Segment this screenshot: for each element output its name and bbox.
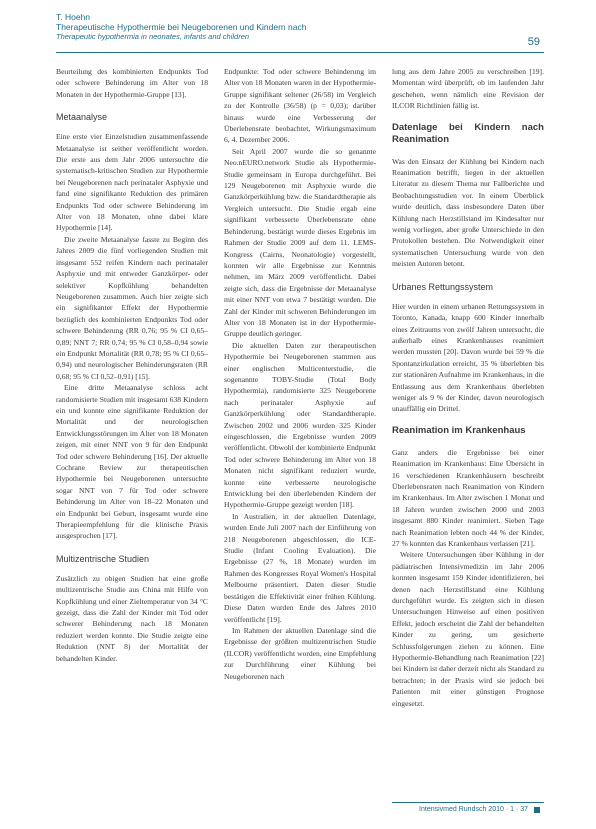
paragraph: Hier wurden in einem urbanen Rettungssystem in Toronto, Kanada, knapp 600 Kinder innerhalb eines Zeitraums von zwölf Jahren untersucht, die außerhalb eines Krankenhauses reanimiert werden mussten [20]. Davon wurde bei 59 % die Spontanzirkulation erreicht, 35 % überlebten bis zur stationären Aufnahme im Krankenhaus, in die Entlassung aus dem Krankenhaus überlebten weniger als 9 % der Kinder, davon neurologisch unauffällig ein Drittel.: [392, 301, 544, 414]
paragraph: lung aus dem Jahre 2005 zu verschreiben [19]. Momentan wird überprüft, ob im laufenden Jahr geschehen, wenn nämlich eine Revision der ILCOR Richtlinien fällig ist.: [392, 67, 544, 111]
running-header: [56, 12, 544, 42]
text-column-1: [56, 66, 208, 792]
paragraph: Seit April 2007 wurde die so genannte Neo.nEURO.network Studie als Hypothermie-Studie gemeinsam in Europa durchgeführt. Bei 129 Neugeborenen mit Asphyxie wurde die Ganzkörperkühlung bzw. die Standardtherapie als Vergleich untersucht. Die Studie ergab eine signifikant verbesserte Überlebensrate ohne Behinderung, bestätigt wurde dieses Ergebnis im Rahmen der Studie 2009 auf dem 11. LEMS-Kongress (Cairns, Neonatologie) vorgestellt, konnten wir alle Ergebnisse zur Kenntnis nehmen, im März 2009 veröffentlicht. Dabei zeigte sich, dass die Ergebnisse der Metaanalyse mit einer NNT von etwa 7 bestätigt wurden. Die Zahl der Kinder mit schweren Behinderungen im Alter von 18 Monaten ist in der Hypothermie-Gruppe deutlich geringer.: [224, 146, 376, 339]
paragraph: Endpunkte: Tod oder schwere Behinderung im Alter von 18 Monaten waren in der Hypothermie-Gruppe signifikant seltener (26/58) im Vergleich zu der Kontrolle (36/58) (p = 0,03); darüber hinaus wurde eine Verbesserung der Überlebensrate beobachtet, Wirkungsmaximum 6, 4. Dezember 2006.: [224, 67, 376, 145]
paragraph: Eine dritte Metaanalyse schloss acht randomisierte Studien mit insgesamt 638 Kindern ein und konnte eine signifikante Reduktion der Mortalität und der neurologischen Entwicklungsstörungen im Alter von 18 Monaten zeigen, mit einer NNT von 9 für den Endpunkt Tod oder schwere Behinderung [16]. Der aktuelle Cochrane Review zur therapeutischen Hypothermie bei Neugeborenen untersuchte sogar NNT von 7 für Tod oder schwere Behinderung im Alter von 18–22 Monaten und ein Endpunkt bei Geburt, insgesamt wurde eine Therapieempfehlung für die klinische Praxis ausgesprochen [17].: [56, 383, 208, 541]
header-title: Therapeutische Hypothermie bei Neugeborenen und Kindern nach: [56, 22, 307, 32]
section-heading: Datenlage bei Kindern nach Reanimation: [392, 121, 544, 145]
paragraph: Was den Einsatz der Kühlung bei Kindern nach Reanimation betrifft, liegen in der aktuellen Literatur zu diesem Thema nur Fallberichte und Beobachtungsstudien vor. In einem Überblick wurde deutlich, dass insbesondere Daten über Kühlung nach Herzstillstand im Kindesalter nur wenig vorliegen, aber große Unterschiede in den Protokollen bestehen. Die Notwendigkeit einer systematischen Untersuchung wurde von den meisten Autoren betont.: [392, 156, 544, 269]
paragraph: Zusätzlich zu obigen Studien hat eine große multizentrische Studie aus China mit Hilfe von Kopfkühlung und einer Zieltemperatur von 34 °C gezeigt, dass die Zahl der Kinder mit Tod oder schwerer Behinderung nach 18 Monaten reduziert werden konnte. Die Studie zeigte eine Reduktion (NNT 8) der Mortalität der behandelten Kinder.: [56, 573, 208, 663]
header-rule: [56, 52, 544, 53]
paragraph: Beurteilung des kombinierten Endpunkts Tod oder schwere Behinderung im Alter von 18 Monaten in der Hypothermie-Gruppe [13].: [56, 67, 208, 99]
paragraph: Die aktuellen Daten zur therapeutischen Hypothermie bei Neugeborenen stammen aus einer englischen Multicenterstudie, die sogenannte TOBY-Studie (Total Body Hypothermia), randomisierte 325 Neugeborene nach perinataler Asphyxie auf Ganzkörperkühlung oder Standardtherapie. Zwischen 2002 und 2006 wurden 325 Kinder eingeschlossen, die Ergebnisse wurden 2009 veröffentlicht. Obwohl der kombinierte Endpunkt Tod oder schwere Behinderung im Alter von 18 Monaten nicht signifikant reduziert wurde, konnte eine verbesserte neurologische Entwicklung bei den überlebenden Kindern der Hypothermie-Gruppe gezeigt werden [18].: [224, 340, 376, 510]
section-heading: Urbanes Rettungssystem: [392, 281, 494, 292]
header-author: T. Hoehn: [56, 12, 91, 22]
text-column-3: [392, 66, 544, 792]
section-heading: Metaanalyse: [56, 112, 108, 123]
paragraph: Weitere Untersuchungen über Kühlung in der pädiatrischen Intensivmedizin im Jahr 2006 konnten insgesamt 159 Kinder identifizieren, bei denen nach Herzstillstand eine Kühlung durchgeführt wurde. Es zeigten sich in diesen Untersuchungen Hinweise auf einen positiven Effekt, jedoch erscheint die Zahl der behandelten Kinder zu gering, um gesicherte Schlussfolgerungen ziehen zu können. Eine Hypothermie-Behandlung nach Reanimation [22] bei Kindern ist daher derzeit nicht als Standard zu betrachten; in der Praxis wird sie jedoch bei Patienten mit einer günstigen Prognose eingesetzt.: [392, 550, 544, 708]
footer-journal: Intensivmed Rundsch 2010 · 1 · 37: [419, 806, 528, 813]
footer-rule: [392, 802, 544, 803]
text-column-2: [224, 66, 376, 792]
square-bullet-icon: [534, 807, 540, 813]
section-heading: Reanimation im Krankenhaus: [392, 424, 526, 436]
section-heading: Multizentrische Studien: [56, 553, 150, 564]
paragraph: Eine erste vier Einzelstudien zusammenfassende Metaanalyse ist seither veröffentlicht worden. Die erste aus dem Jahr 2006 untersuchte die systematisch-kritischen Studien zur Hypothermie bei Neugeborenen nach perinataler Asphyxie und fand eine signifikante Reduktion des primären Endpunkts Tod oder schwere Behinderung im Alter von 18 Monaten, ohne dabei klare Hypothermie [14].: [56, 132, 208, 233]
paragraph: Die zweite Metaanalyse fasste zu Beginn des Jahres 2009 die fünf vorliegenden Studien mit insgesamt 552 reifen Kindern nach perinataler Asphyxie und mit entweder Ganzkörper- oder selektiver Kopfkühlung behandelten Neugeborenen zusammen. Auch hier zeigte sich ein signifikanter Effekt der Hypothermie bezüglich des kombinierten Endpunkts Tod oder schwere Behinderung (RR 0,76; 95 % CI 0,65–0,89; NNT 7; RR 0,74; 95 % CI 0,58–0,94 sowie ein Endpunkt Mortalität (RR 0,78; 95 % CI 0,65–0,94) und neurologischer Behinderungsraten (RR 0,68; 95 % CI 0,52–0,91) [15].: [56, 234, 208, 381]
paragraph: In Australien, in der aktuellen Datenlage, wurden Ende Juli 2007 nach der Einführung von 218 Neugeborenen abgeschlossen, die ICE-Studie (Infant Cooling Evaluation). Die Ergebnisse (27 %, 18 Monate) wurden im Rahmen des Kongresses Royal Women's Hospital Melbourne präsentiert. Daten dieser Studie bestätigen die Effektivität einer frühen Kühlung. Diese Daten wurden Ende des Jahres 2010 veröffentlicht [19].: [224, 511, 376, 624]
paragraph: Im Rahmen der aktuellen Datenlage sind die Ergebnisse der größten multizentrischen Studie (ILCOR) veröffentlicht worden, eine Empfehlung zur Durchführung einer Kühlung bei Neugeborenen nach: [224, 625, 376, 681]
paragraph: Ganz anders die Ergebnisse bei einer Reanimation im Krankenhaus: Eine Übersicht in 16 verschiedenen Krankenhäusern beschreibt Überlebensraten nach Reanimation von Kindern im Krankenhaus. Im Alter zwischen 1 Monat und 18 Jahren wurden zwischen 2000 und 2003 insgesamt 880 Kinder reanimiert. Sieben Tage nach Reanimation lebten noch 44 % der Kinder, 27 % konnten das Krankenhaus verlassen [21].: [392, 447, 544, 548]
header-subtitle: Therapeutic hypothermia in neonates, infants and children: [56, 32, 250, 41]
page-number: 59: [527, 36, 540, 48]
page-footer: [419, 806, 540, 813]
